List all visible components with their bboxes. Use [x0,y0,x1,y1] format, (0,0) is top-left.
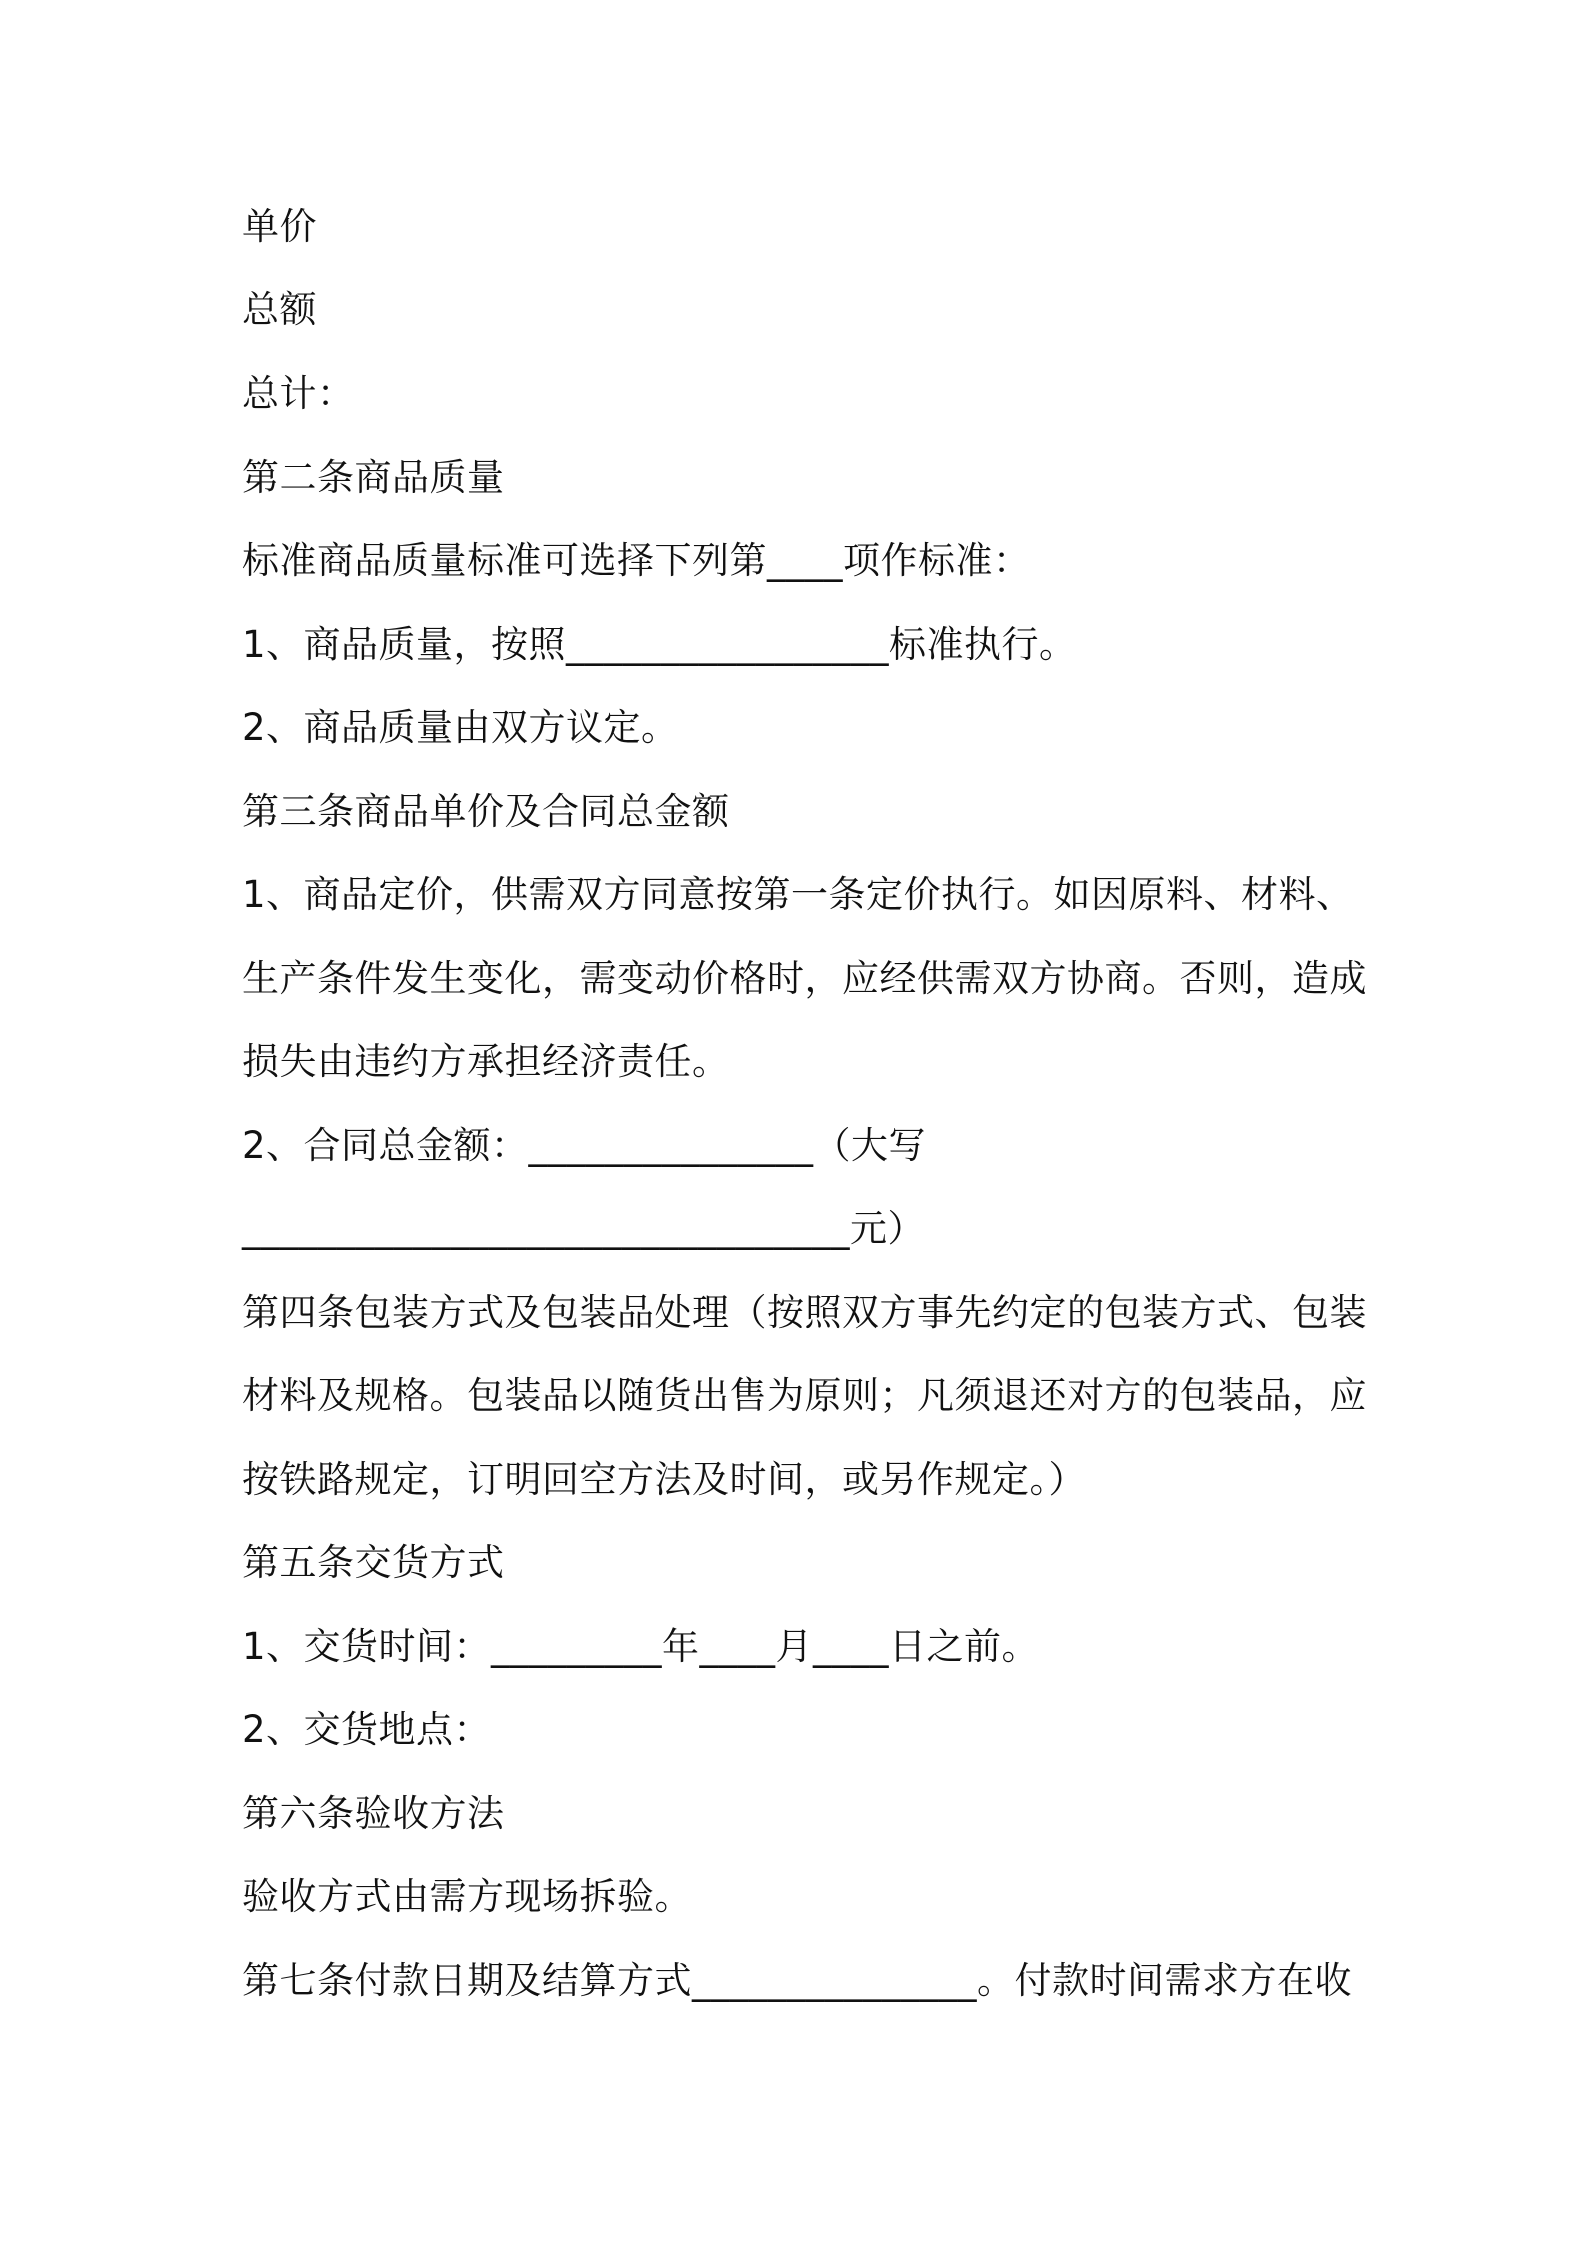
text-line-total-amount: 总额 [242,288,317,331]
text-line: 2、商品质量由双方议定。 [242,706,679,749]
heading-article-4: 第四条包装方式及包装品处理（按照双方事先约定的包装方式、包装 [242,1291,1367,1334]
text-line: ________________________________元） [242,1207,925,1250]
text-line: 1、交货时间：_________年____月____日之前。 [242,1625,1040,1668]
text-line: 2、交货地点： [242,1708,492,1751]
heading-article-3: 第三条商品单价及合同总金额 [242,790,730,833]
heading-article-7: 第七条付款日期及结算方式_______________。付款时间需求方在收 [242,1959,1352,2002]
text-line: 损失由违约方承担经济责任。 [242,1040,730,1083]
text-line: 2、合同总金额：_______________（大写 [242,1124,927,1167]
text-line: 1、商品定价，供需双方同意按第一条定价执行。如因原料、材料、 [242,873,1354,916]
text-line: 按铁路规定，订明回空方法及时间，或另作规定。） [242,1458,1086,1501]
text-line-unit-price: 单价 [242,205,317,248]
text-line: 1、商品质量，按照_________________标准执行。 [242,623,1077,666]
heading-article-6: 第六条验收方法 [242,1792,505,1835]
text-line: 生产条件发生变化，需变动价格时，应经供需双方协商。否则，造成 [242,957,1367,1000]
text-line: 标准商品质量标准可选择下列第____项作标准： [242,539,1031,582]
text-line-grand-total: 总计： [242,372,355,415]
heading-article-5: 第五条交货方式 [242,1541,505,1584]
heading-article-2: 第二条商品质量 [242,456,505,499]
text-line: 材料及规格。包装品以随货出售为原则；凡须退还对方的包装品，应 [242,1374,1367,1417]
text-line: 验收方式由需方现场拆验。 [242,1875,692,1918]
